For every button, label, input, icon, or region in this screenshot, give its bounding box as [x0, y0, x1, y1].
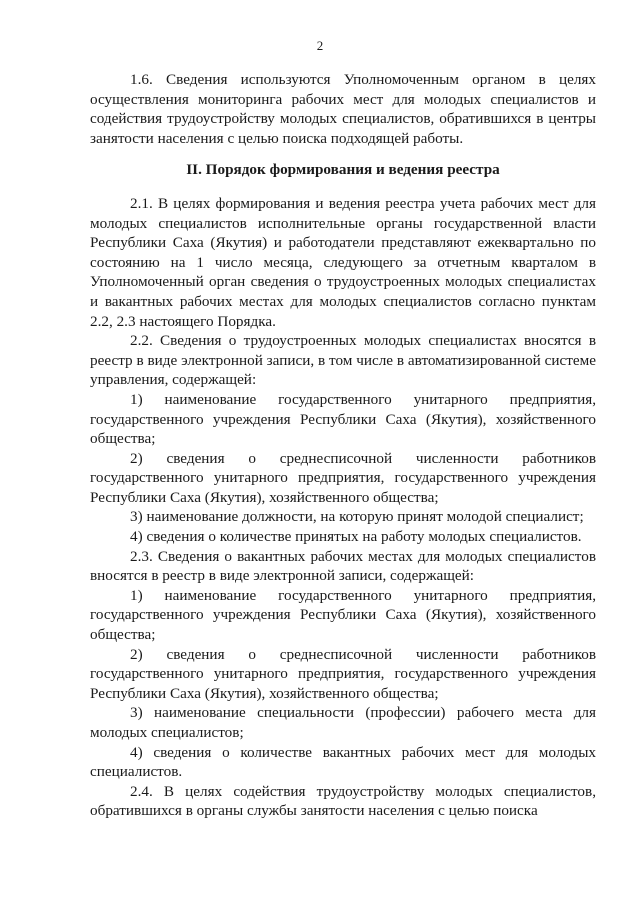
list-item: 4) сведения о количестве принятых на работу молодых специалистов. — [130, 528, 582, 546]
paragraph-2-3: 2.3. Сведения о вакантных рабочих местах для молодых специалистов вносятся в реестр в виде электронной записи, содержащей: — [90, 547, 596, 585]
list-item: 2) сведения о среднесписочной численности работников государственного унитарного предприятия, государственного учреждения Республики Саха (Якутия), хозяйственного общества; — [90, 449, 596, 506]
paragraph-2-4: 2.4. В целях содействия трудоустройству молодых специалистов, обратившихся в органы службы занятости населения с целью поиска — [90, 782, 596, 820]
page-number: 2 — [316, 38, 324, 53]
section-title: II. Порядок формирования и ведения реестра — [186, 161, 500, 179]
list-item: 3) наименование должности, на которую принят молодой специалист; — [130, 508, 584, 526]
list-item: 4) сведения о количестве вакантных рабочих мест для молодых специалистов. — [90, 743, 596, 781]
paragraph-1-6: 1.6. Сведения используются Уполномоченным органом в целях осуществления мониторинга рабочих мест для молодых специалистов и содействия трудоустройству молодых специалистов, обратившихся в центры занятости населения с целью поиска подходящей работы. — [90, 71, 596, 147]
paragraph-2-1: 2.1. В целях формирования и ведения реестра учета рабочих мест для молодых специалистов исполнительные органы государственной власти Республики Саха (Якутия) и работодатели представляют ежеквартально по состоянию на 1 число месяца, следующего за отчетным кварталом в Уполномоченный орган сведения о трудоустроенных молодых специалистах и вакантных рабочих местах для молодых специалистов согласно пунктам 2.2, 2.3 настоящего Порядка. — [90, 194, 596, 330]
paragraph-2-2: 2.2. Сведения о трудоустроенных молодых специалистах вносятся в реестр в виде электронной записи, в том числе в автоматизированной системе управления, содержащей: — [90, 332, 596, 389]
list-item: 3) наименование специальности (профессии) рабочего места для молодых специалистов; — [90, 704, 596, 741]
list-item: 2) сведения о среднесписочной численности работников государственного унитарного предприятия, государственного учреждения Республики Саха (Якутия), хозяйственного общества; — [90, 645, 596, 702]
document-body — [90, 70, 596, 821]
list-item: 1) наименование государственного унитарного предприятия, государственного учреждения Республики Саха (Якутия), хозяйственного общества; — [90, 586, 596, 644]
list-item: 1) наименование государственного унитарного предприятия, государственного учреждения Республики Саха (Якутия), хозяйственного общества; — [90, 390, 596, 448]
